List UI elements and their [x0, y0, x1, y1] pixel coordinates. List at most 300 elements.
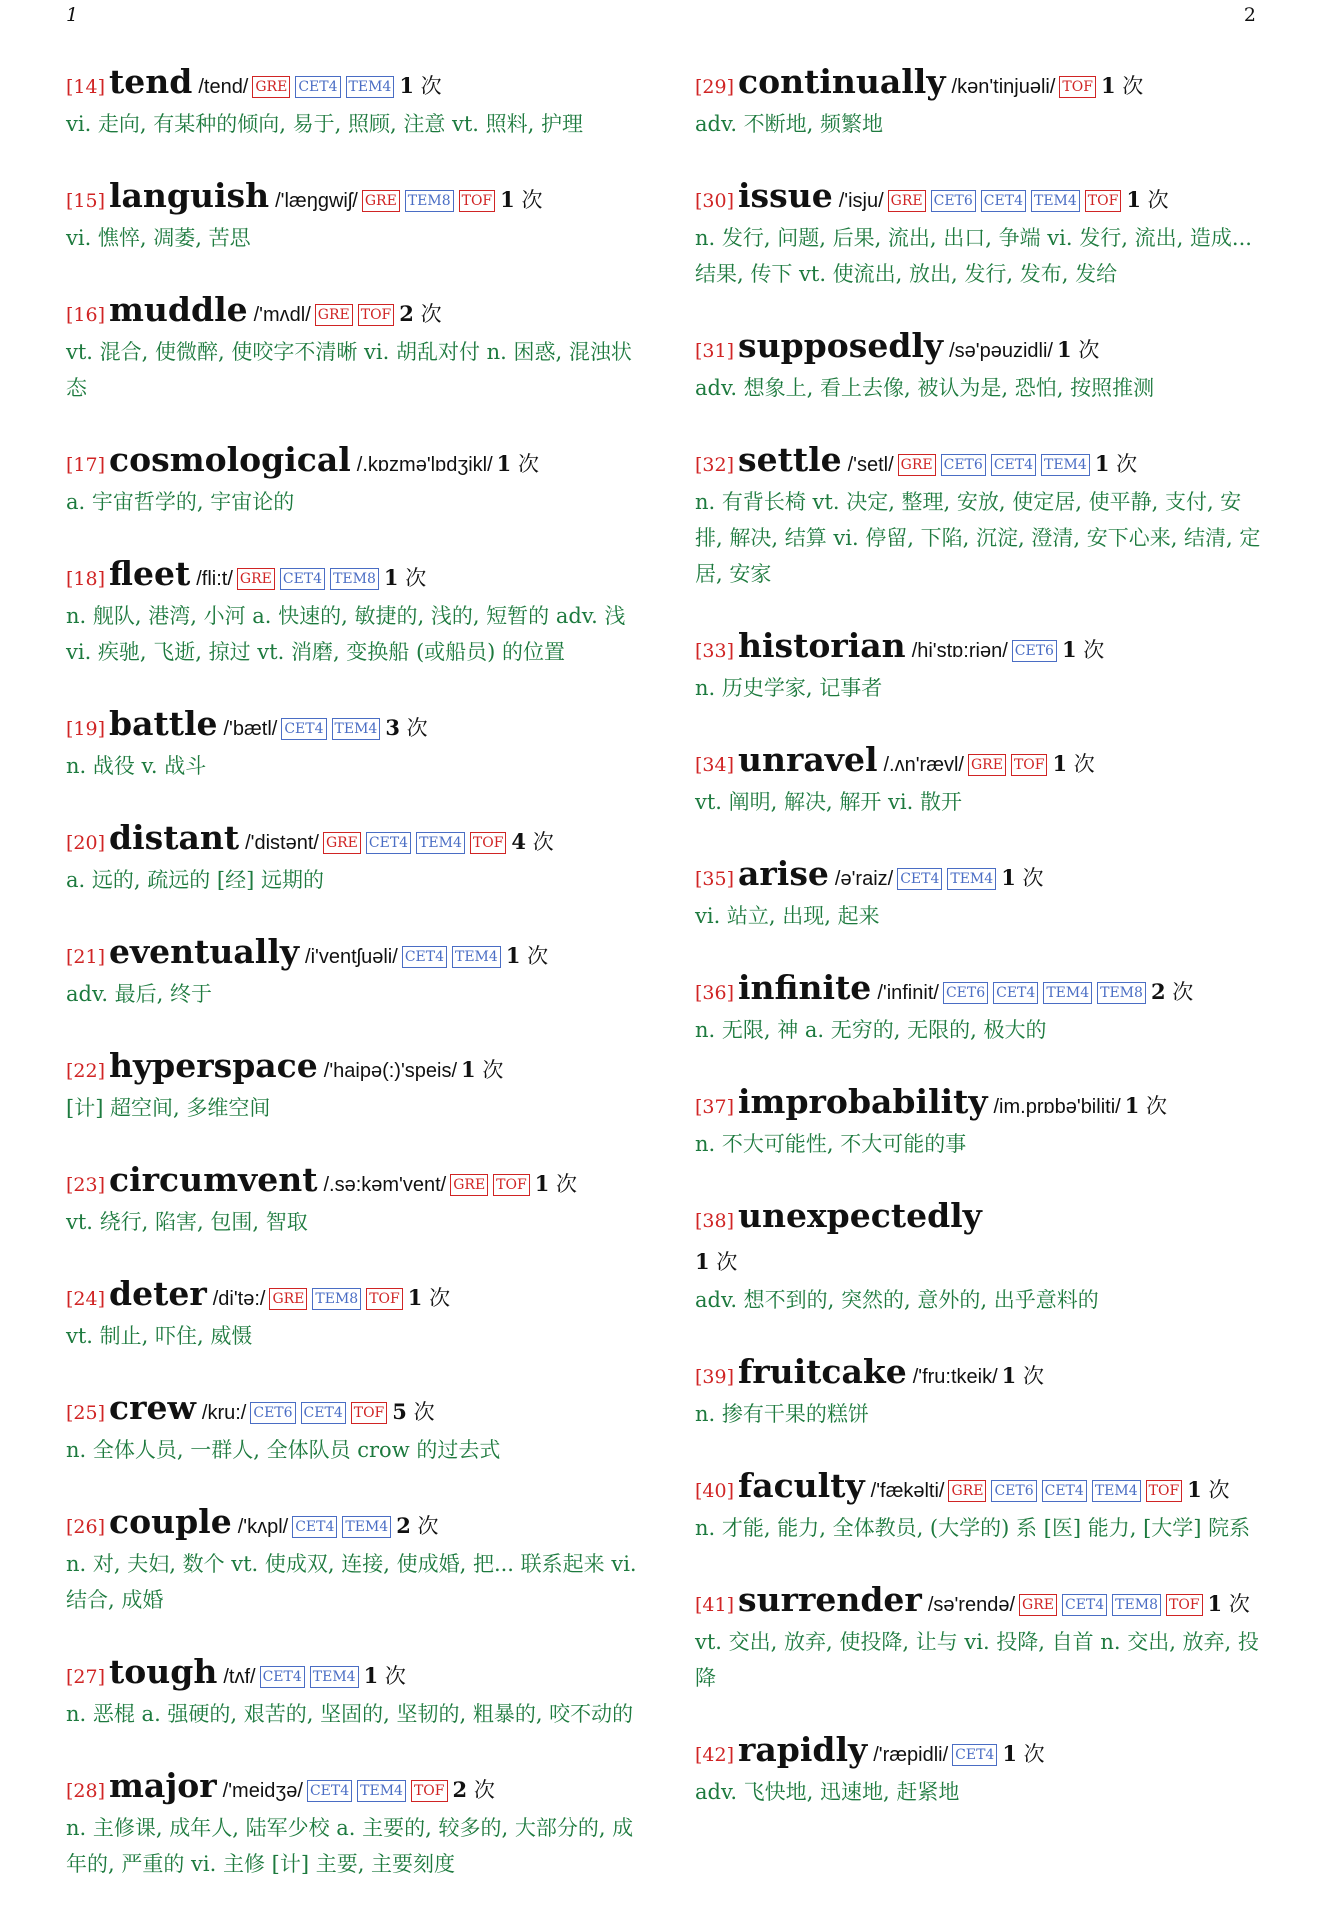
- vocab-entry: [695, 176, 1266, 292]
- pronunciation: /'setl/: [847, 454, 894, 476]
- definition: vi. 走向, 有某种的倾向, 易于, 照顾, 注意 vt. 照料, 护理: [66, 112, 584, 136]
- entry-index: [23]: [66, 1174, 106, 1196]
- definition: adv. 飞快地, 迅速地, 赶紧地: [695, 1780, 960, 1804]
- pronunciation: /'ræpidli/: [873, 1744, 949, 1766]
- vocab-entry: [66, 1502, 637, 1618]
- occurrence-count: [1208, 1592, 1250, 1616]
- headword-line: [66, 62, 637, 108]
- count-unit: 次: [1146, 1094, 1168, 1118]
- headword-line: [695, 1580, 1266, 1626]
- count-unit: 次: [405, 566, 427, 590]
- occurrence-count: [392, 1400, 434, 1424]
- count-number: 1: [695, 1249, 710, 1274]
- headword: historian: [738, 626, 906, 665]
- headword: crew: [109, 1388, 196, 1427]
- headword-line: [66, 176, 637, 222]
- exam-tag-badge: TEM8: [312, 1288, 361, 1310]
- vocab-entry: [695, 1352, 1266, 1432]
- headword: tend: [109, 62, 193, 101]
- headword-line: [695, 854, 1266, 900]
- count-unit: 次: [532, 830, 554, 854]
- count-unit: 次: [527, 944, 549, 968]
- exam-tag-badge: TOF: [351, 1402, 388, 1424]
- definition: n. 舰队, 港湾, 小河 a. 快速的, 敏捷的, 浅的, 短暂的 adv. 浅 vi. 疾驰, 飞逝, 掠过 vt. 消磨, 变换船 (或船员) 的位置: [66, 604, 626, 664]
- count-number: 3: [385, 715, 400, 740]
- count-number: 1: [383, 565, 399, 590]
- occurrence-count: [1002, 1364, 1044, 1388]
- exam-tag-badge: TEM4: [342, 1516, 391, 1538]
- headword-line: [66, 1388, 637, 1434]
- headword: tough: [109, 1652, 218, 1691]
- headword-line: [66, 932, 637, 978]
- definition: adv. 最后, 终于: [66, 982, 213, 1006]
- count-number: 1: [505, 943, 521, 968]
- vocab-entry: [66, 704, 637, 784]
- vocab-entry: [695, 968, 1266, 1048]
- count-number: 1: [1001, 1363, 1017, 1388]
- definition: adv. 想不到的, 突然的, 意外的, 出乎意料的: [695, 1288, 1099, 1312]
- exam-tag-badge: TOF: [459, 190, 496, 212]
- entry-index: [19]: [66, 718, 106, 740]
- exam-tag-badge: TOF: [1146, 1480, 1183, 1502]
- page-number-left: 1: [66, 4, 79, 26]
- pronunciation: /'fækəlti/: [870, 1480, 945, 1502]
- count-unit: 次: [1228, 1592, 1250, 1616]
- pronunciation: /im.prɒbə'biliti/: [993, 1096, 1121, 1118]
- exam-tag-badge: CET4: [402, 946, 447, 968]
- headword: fleet: [109, 554, 191, 593]
- exam-tag-badge: GRE: [948, 1480, 986, 1502]
- entry-index: [28]: [66, 1780, 106, 1802]
- definition: vt. 制止, 吓住, 威慑: [66, 1324, 253, 1348]
- count-number: 1: [1094, 451, 1110, 476]
- count-number: 1: [1061, 637, 1077, 662]
- count-number: 1: [399, 73, 414, 98]
- headword-line: [695, 626, 1266, 672]
- pronunciation: /kən'tinjuəli/: [951, 76, 1056, 98]
- exam-tag-badge: GRE: [888, 190, 926, 212]
- left-column: [66, 62, 637, 1916]
- occurrence-count: [506, 944, 548, 968]
- entry-index: [18]: [66, 568, 106, 590]
- headword: battle: [109, 704, 218, 743]
- definition: n. 发行, 问题, 后果, 流出, 出口, 争端 vi. 发行, 流出, 造成... 结果, 传下 vt. 使流出, 放出, 发行, 发布, 发给: [695, 226, 1252, 286]
- exam-tag-badge: CET4: [260, 1666, 305, 1688]
- entry-index: [32]: [695, 454, 735, 476]
- vocab-entry: [695, 440, 1266, 592]
- count-unit: 次: [1116, 452, 1138, 476]
- entry-index: [30]: [695, 190, 735, 212]
- pronunciation: /di'tə:/: [212, 1288, 266, 1310]
- definition: vt. 绕行, 陷害, 包围, 智取: [66, 1210, 308, 1234]
- count-number: 1: [407, 1285, 423, 1310]
- occurrence-count: [1095, 452, 1137, 476]
- headword-line: [695, 1196, 1266, 1284]
- headword-line: [66, 704, 637, 750]
- occurrence-count: [1125, 1094, 1167, 1118]
- pronunciation: /.ʌn'rævl/: [883, 754, 964, 776]
- exam-tag-badge: CET4: [366, 832, 411, 854]
- occurrence-count: [1001, 866, 1043, 890]
- pronunciation: /'distənt/: [245, 832, 319, 854]
- pronunciation: /'infinit/: [877, 982, 939, 1004]
- exam-tag-badge: GRE: [252, 76, 290, 98]
- entry-index: [40]: [695, 1480, 735, 1502]
- count-unit: 次: [406, 716, 428, 740]
- pronunciation: /'mʌdl/: [253, 304, 311, 326]
- occurrence-count: [384, 566, 426, 590]
- definition: vt. 交出, 放弃, 使投降, 让与 vi. 投降, 自首 n. 交出, 放弃, 投降: [695, 1630, 1259, 1690]
- exam-tag-badge: TOF: [358, 304, 395, 326]
- exam-tag-badge: CET4: [295, 76, 340, 98]
- occurrence-count: [1002, 1742, 1044, 1766]
- pronunciation: /hi'stɒ:riən/: [911, 640, 1008, 662]
- occurrence-count: [399, 74, 441, 98]
- count-number: 1: [534, 1171, 550, 1196]
- pronunciation: /sə'pəuzidli/: [949, 340, 1053, 362]
- exam-tag-badge: TOF: [1166, 1594, 1203, 1616]
- headword: distant: [109, 818, 240, 857]
- exam-tag-badge: TEM4: [332, 718, 381, 740]
- entry-index: [24]: [66, 1288, 106, 1310]
- vocab-entry: [695, 62, 1266, 142]
- exam-tag-badge: GRE: [269, 1288, 307, 1310]
- count-unit: 次: [1147, 188, 1169, 212]
- occurrence-count: [408, 1286, 450, 1310]
- count-unit: 次: [1023, 1742, 1045, 1766]
- exam-tag-badge: TOF: [493, 1174, 530, 1196]
- vocab-entry: [66, 932, 637, 1012]
- count-number: 1: [496, 451, 512, 476]
- exam-tag-badge: TEM4: [452, 946, 501, 968]
- exam-tag-badge: CET4: [1062, 1594, 1107, 1616]
- page-number-right: 2: [1243, 4, 1256, 26]
- entry-index: [16]: [66, 304, 106, 326]
- exam-tag-badge: TEM8: [1112, 1594, 1161, 1616]
- occurrence-count: [1052, 752, 1094, 776]
- definition: n. 不大可能性, 不大可能的事: [695, 1132, 967, 1156]
- headword-line: [66, 440, 637, 486]
- headword-line: [695, 440, 1266, 486]
- count-unit: 次: [420, 302, 442, 326]
- count-unit: 次: [517, 452, 539, 476]
- vocab-entry: [66, 1046, 637, 1126]
- pronunciation: /'læŋgwiʃ/: [275, 190, 358, 212]
- count-number: 1: [1126, 187, 1141, 212]
- headword-line: [66, 290, 637, 336]
- definition: n. 掺有干果的糕饼: [695, 1402, 869, 1426]
- vocab-entry: [66, 176, 637, 256]
- entry-index: [22]: [66, 1060, 106, 1082]
- vocab-entry: [695, 1580, 1266, 1696]
- exam-tag-badge: CET6: [941, 454, 986, 476]
- exam-tag-badge: TEM4: [1041, 454, 1090, 476]
- exam-tag-badge: GRE: [315, 304, 353, 326]
- headword: unravel: [738, 740, 878, 779]
- exam-tag-badge: GRE: [1019, 1594, 1057, 1616]
- exam-tag-badge: GRE: [898, 454, 936, 476]
- vocab-entry: [66, 290, 637, 406]
- vocab-entry: [695, 740, 1266, 820]
- vocab-entry: [66, 1766, 637, 1882]
- count-unit: 次: [1078, 338, 1100, 362]
- pronunciation: /tʌf/: [223, 1666, 256, 1688]
- exam-tag-badge: CET6: [943, 982, 988, 1004]
- count-number: 1: [1187, 1477, 1202, 1502]
- headword-line: [66, 818, 637, 864]
- pronunciation: /sə'rendə/: [927, 1594, 1016, 1616]
- headword-line: [66, 1502, 637, 1548]
- count-unit: 次: [716, 1250, 738, 1274]
- exam-tag-badge: CET4: [991, 454, 1036, 476]
- entry-index: [35]: [695, 868, 735, 890]
- exam-tag-badge: TEM4: [310, 1666, 359, 1688]
- entry-index: [20]: [66, 832, 106, 854]
- entry-index: [25]: [66, 1402, 106, 1424]
- definition: vi. 站立, 出现, 起来: [695, 904, 880, 928]
- headword-line: [695, 326, 1266, 372]
- entry-index: [29]: [695, 76, 735, 98]
- headword-line: [66, 554, 637, 600]
- headword: issue: [738, 176, 833, 215]
- exam-tag-badge: GRE: [323, 832, 361, 854]
- exam-tag-badge: GRE: [450, 1174, 488, 1196]
- definition: [计] 超空间, 多维空间: [66, 1096, 271, 1120]
- headword-line: [695, 1352, 1266, 1398]
- occurrence-count: [385, 716, 427, 740]
- vocab-entry: [66, 1274, 637, 1354]
- occurrence-count: [695, 1250, 737, 1274]
- vocab-entry: [66, 1652, 637, 1732]
- count-unit: 次: [556, 1172, 578, 1196]
- definition: adv. 不断地, 频繁地: [695, 112, 884, 136]
- headword: faculty: [738, 1466, 865, 1505]
- count-number: 2: [452, 1777, 468, 1802]
- pronunciation: /ə'raiz/: [834, 868, 894, 890]
- headword-line: [66, 1160, 637, 1206]
- occurrence-count: [399, 302, 441, 326]
- definition: vt. 混合, 使微醉, 使咬字不清晰 vi. 胡乱对付 n. 困惑, 混浊状态: [66, 340, 632, 400]
- vocab-entry: [695, 626, 1266, 706]
- count-number: 2: [1150, 979, 1166, 1004]
- vocab-entry: [695, 1196, 1266, 1318]
- vocab-entry: [66, 62, 637, 142]
- headword-line: [66, 1274, 637, 1320]
- entry-index: [41]: [695, 1594, 735, 1616]
- exam-tag-badge: TOF: [411, 1780, 448, 1802]
- exam-tag-badge: TOF: [366, 1288, 403, 1310]
- headword: arise: [738, 854, 829, 893]
- vocab-entry: [66, 440, 637, 520]
- exam-tag-badge: CET6: [1012, 640, 1057, 662]
- exam-tag-badge: TOF: [1059, 76, 1096, 98]
- entry-index: [34]: [695, 754, 735, 776]
- count-number: 2: [396, 1513, 411, 1538]
- definition: a. 远的, 疏远的 [经] 远期的: [66, 868, 324, 892]
- entry-index: [38]: [695, 1210, 735, 1232]
- pronunciation: /'isju/: [838, 190, 884, 212]
- headword: settle: [738, 440, 842, 479]
- count-unit: 次: [420, 74, 442, 98]
- pronunciation: /'meidʒə/: [222, 1780, 303, 1802]
- vocab-entry: [695, 1730, 1266, 1810]
- exam-tag-badge: CET4: [1042, 1480, 1087, 1502]
- entry-index: [37]: [695, 1096, 735, 1118]
- headword: rapidly: [738, 1730, 868, 1769]
- occurrence-count: [535, 1172, 577, 1196]
- exam-tag-badge: CET4: [981, 190, 1026, 212]
- headword: unexpectedly: [738, 1196, 982, 1235]
- exam-tag-badge: TEM4: [1031, 190, 1080, 212]
- headword: circumvent: [109, 1160, 318, 1199]
- exam-tag-badge: TOF: [1011, 754, 1048, 776]
- occurrence-count: [1062, 638, 1104, 662]
- vocab-entry: [695, 1082, 1266, 1162]
- exam-tag-badge: CET4: [280, 568, 325, 590]
- exam-tag-badge: TEM8: [330, 568, 379, 590]
- definition: n. 全体人员, 一群人, 全体队员 crow 的过去式: [66, 1438, 501, 1462]
- count-number: 1: [1052, 751, 1068, 776]
- headword-line: [66, 1652, 637, 1698]
- count-unit: 次: [1172, 980, 1194, 1004]
- occurrence-count: [364, 1664, 406, 1688]
- vocab-entry: [66, 1160, 637, 1240]
- count-number: 1: [1002, 1741, 1017, 1766]
- occurrence-count: [461, 1058, 503, 1082]
- definition: n. 战役 v. 战斗: [66, 754, 207, 778]
- headword-line: [695, 1730, 1266, 1776]
- pronunciation: /.kɒzmə'lɒdʒikl/: [356, 454, 493, 476]
- exam-tag-badge: TOF: [1085, 190, 1122, 212]
- exam-tag-badge: TEM4: [1043, 982, 1092, 1004]
- exam-tag-badge: TEM4: [346, 76, 395, 98]
- vocabulary-columns: [66, 62, 1266, 1916]
- headword-line: [695, 176, 1266, 222]
- definition: n. 对, 夫妇, 数个 vt. 使成双, 连接, 使成婚, 把... 联系起来 vi. 结合, 成婚: [66, 1552, 637, 1612]
- exam-tag-badge: CET4: [307, 1780, 352, 1802]
- occurrence-count: [396, 1514, 438, 1538]
- headword-line: [695, 968, 1266, 1014]
- exam-tag-badge: CET6: [991, 1480, 1036, 1502]
- occurrence-count: [1057, 338, 1099, 362]
- pronunciation: /tend/: [198, 76, 249, 98]
- count-unit: 次: [1122, 74, 1144, 98]
- occurrence-count: [1187, 1478, 1229, 1502]
- occurrence-count: [497, 452, 539, 476]
- headword: surrender: [738, 1580, 922, 1619]
- right-column: [695, 62, 1266, 1916]
- count-unit: 次: [429, 1286, 451, 1310]
- count-number: 1: [1100, 73, 1116, 98]
- definition: n. 历史学家, 记事者: [695, 676, 883, 700]
- exam-tag-badge: TEM4: [416, 832, 465, 854]
- count-number: 1: [461, 1057, 476, 1082]
- vocab-entry: [695, 1466, 1266, 1546]
- entry-index: [17]: [66, 454, 106, 476]
- pronunciation: /kru:/: [201, 1402, 247, 1424]
- count-unit: 次: [473, 1778, 495, 1802]
- definition: a. 宇宙哲学的, 宇宙论的: [66, 490, 295, 514]
- occurrence-count: [453, 1778, 495, 1802]
- occurrence-count: [500, 188, 542, 212]
- definition: n. 恶棍 a. 强硬的, 艰苦的, 坚固的, 坚韧的, 粗暴的, 咬不动的: [66, 1702, 634, 1726]
- entry-index: [33]: [695, 640, 735, 662]
- entry-index: [42]: [695, 1744, 735, 1766]
- pronunciation: /'bætl/: [223, 718, 278, 740]
- count-unit: 次: [413, 1400, 435, 1424]
- count-number: 1: [1001, 865, 1016, 890]
- headword: hyperspace: [109, 1046, 318, 1085]
- exam-tag-badge: CET4: [952, 1744, 997, 1766]
- vocab-entry: [66, 818, 637, 898]
- count-unit: 次: [521, 188, 543, 212]
- exam-tag-badge: CET4: [281, 718, 326, 740]
- count-number: 1: [363, 1663, 379, 1688]
- exam-tag-badge: CET6: [250, 1402, 295, 1424]
- headword: supposedly: [738, 326, 944, 365]
- definition: n. 有背长椅 vt. 决定, 整理, 安放, 使定居, 使平静, 支付, 安排, 解决, 结算 vi. 停留, 下陷, 沉淀, 澄清, 安下心来, 结清, 定居, 安家: [695, 490, 1261, 586]
- headword: continually: [738, 62, 946, 101]
- pronunciation: /i'ventʃuəli/: [305, 946, 398, 968]
- count-unit: 次: [1073, 752, 1095, 776]
- count-unit: 次: [1208, 1478, 1230, 1502]
- vocab-entry: [66, 554, 637, 670]
- pronunciation: /'haipə(:)'speis/: [323, 1060, 458, 1082]
- definition: n. 才能, 能力, 全体教员, (大学的) 系 [医] 能力, [大学] 院系: [695, 1516, 1251, 1540]
- occurrence-count: [1151, 980, 1193, 1004]
- exam-tag-badge: TEM8: [1097, 982, 1146, 1004]
- headword: major: [109, 1766, 217, 1805]
- headword: fruitcake: [738, 1352, 907, 1391]
- count-number: 2: [399, 301, 414, 326]
- occurrence-count: [1101, 74, 1143, 98]
- entry-index: [27]: [66, 1666, 106, 1688]
- headword: eventually: [109, 932, 300, 971]
- headword-line: [695, 740, 1266, 786]
- headword: infinite: [738, 968, 872, 1007]
- exam-tag-badge: TOF: [470, 832, 507, 854]
- definition: vi. 憔悴, 凋萎, 苦思: [66, 226, 251, 250]
- exam-tag-badge: CET4: [993, 982, 1038, 1004]
- definition: adv. 想象上, 看上去像, 被认为是, 恐怕, 按照推测: [695, 376, 1155, 400]
- entry-index: [36]: [695, 982, 735, 1004]
- exam-tag-badge: GRE: [237, 568, 275, 590]
- count-number: 4: [511, 829, 527, 854]
- exam-tag-badge: CET4: [301, 1402, 346, 1424]
- exam-tag-badge: TEM4: [357, 1780, 406, 1802]
- pronunciation: /.sə:kəm'vent/: [323, 1174, 447, 1196]
- pronunciation: /fli:t/: [196, 568, 233, 590]
- entry-index: [14]: [66, 76, 106, 98]
- definition: n. 无限, 神 a. 无穷的, 无限的, 极大的: [695, 1018, 1047, 1042]
- exam-tag-badge: CET4: [897, 868, 942, 890]
- headword-line: [66, 1046, 637, 1092]
- exam-tag-badge: TEM4: [947, 868, 996, 890]
- occurrence-count: [511, 830, 553, 854]
- headword: deter: [109, 1274, 207, 1313]
- exam-tag-badge: TEM8: [405, 190, 454, 212]
- count-number: 1: [1207, 1591, 1223, 1616]
- exam-tag-badge: TEM4: [1092, 1480, 1141, 1502]
- count-unit: 次: [1022, 866, 1044, 890]
- headword: improbability: [738, 1082, 988, 1121]
- headword-line: [695, 1466, 1266, 1512]
- exam-tag-badge: CET4: [292, 1516, 337, 1538]
- vocab-entry: [66, 1388, 637, 1468]
- entry-index: [15]: [66, 190, 106, 212]
- entry-index: [31]: [695, 340, 735, 362]
- headword-line: [695, 1082, 1266, 1128]
